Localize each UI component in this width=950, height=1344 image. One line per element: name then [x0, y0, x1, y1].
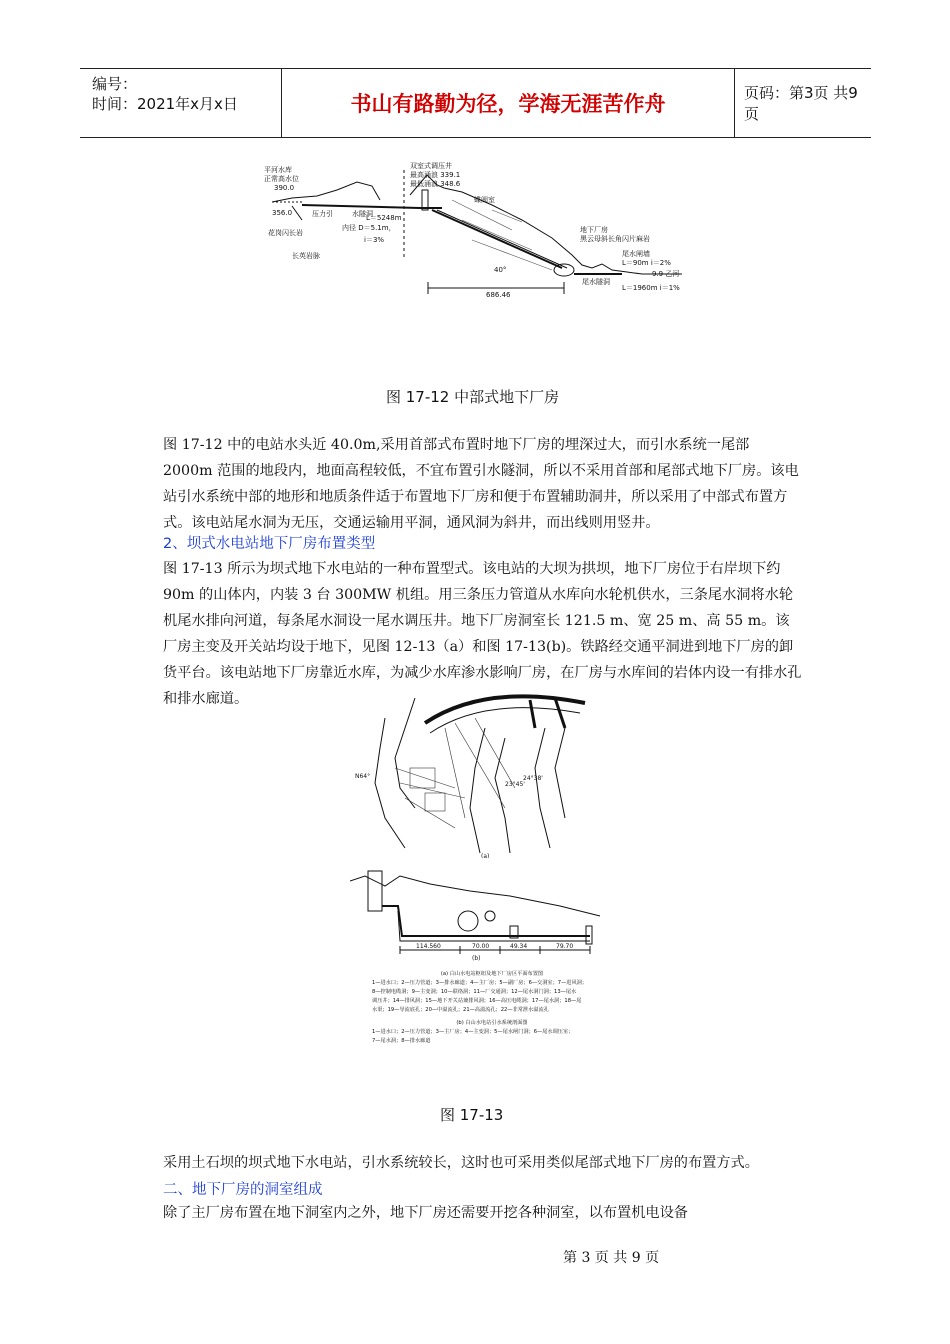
section-heading-3: 二、地下厂房的洞室组成	[163, 1182, 323, 1198]
legend-a-title: (a) 白山水电站枢纽及地下厂房区平面布置图	[440, 971, 544, 977]
fig1-length1: L＝5248m	[366, 214, 402, 222]
fig1-level-356: 356.0	[272, 209, 293, 217]
fig1-granite: 花岗闪长岩	[268, 229, 303, 237]
legend-b-line: 1—进水口；2—压力管道；3—主厂房；4—主变洞；5—尾水闸门洞；6—尾水调压室；	[372, 1029, 574, 1035]
paragraph-3: 采用土石坝的坝式地下水电站，引水系统较长，这时也可采用类似尾部式地下厂房的布置方式。	[163, 1155, 759, 1171]
fig1-level-390: 390.0	[274, 184, 295, 192]
page-header	[80, 68, 871, 138]
fig2-sub-b: (b)	[472, 955, 481, 962]
fig1-water-tunnel: 水隧洞	[352, 210, 373, 218]
fig2-dim-3: 49.34	[510, 943, 528, 950]
fig2-angle-2: 24°38'	[523, 775, 543, 782]
number-label: 编号：	[92, 75, 138, 93]
fig1-rock: 黑云母斜长角闪片麻岩	[580, 235, 650, 243]
paragraph-4: 除了主厂房布置在地下洞室内之外，地下厂房还需要开挖各种洞室，以布置机电设备	[163, 1205, 688, 1221]
fig2-dim-2: 70.00	[472, 943, 490, 950]
header-meta	[80, 69, 281, 137]
fig1-min-surge: 最低涌浪 348.6	[410, 180, 461, 188]
figure-17-13a-plan	[355, 688, 595, 858]
legend-a-line: 调压井；14—排风洞；15—地下开关站兼排风洞；16—高压电缆洞；17—尾水洞；18—尾	[372, 998, 582, 1004]
fig1-span: 686.46	[486, 291, 511, 299]
fig2-angle-1: 23°45'	[505, 781, 525, 788]
header-slogan: 书山有路勤为径，学海无涯苦作舟	[281, 69, 735, 137]
figure-17-13-caption: 图 17-13	[440, 1106, 504, 1124]
fig1-tail-gate: 尾水闸墙	[622, 250, 650, 258]
fig2-sub-a: (a)	[481, 853, 490, 858]
fig1-surge: 双室式调压井	[410, 162, 452, 170]
fig1-l1960: L＝1960m i＝1%	[622, 284, 680, 292]
fig1-reservoir: 平河水库	[264, 166, 292, 174]
legend-b-title: (b) 白山水电站引水系统剖面图	[456, 1020, 528, 1026]
fig1-pressure-tunnel: 压力引	[312, 210, 333, 218]
header-page-label: 页码：第3页 共9页	[744, 84, 858, 123]
fig1-tail-tunnel: 尾水隧洞	[582, 278, 610, 286]
legend-a-line: 1—进水口；2—压力管道；3—排水廊道；4—主厂房；5—副厂房；6—交洞室；7—进风洞；	[372, 980, 588, 986]
fig2-dim-1: 114.560	[416, 943, 441, 950]
fig1-underground-plant: 地下厂房	[580, 226, 608, 234]
time-label: 时间：2021年x月x日	[92, 95, 238, 113]
page-footer: 第 3 页 共 9 页	[563, 1250, 660, 1266]
fig1-slope1: i＝3%	[364, 236, 385, 244]
fig1-valve-room: 蝶阀室	[474, 196, 495, 204]
fig2-dim-4: 79.70	[556, 943, 574, 950]
paragraph-1: 图 17-12 中的电站水头近 40.0m,采用首部式布置时地下厂房的埋深过大，而引水系统一尾部 2000m 范围的地段内，地面高程较低，不宜布置引水隧洞，所以不采用首部和尾部式地下厂房。该电站引水系统中部的地形和地质条件适于布置地下厂房和便于布置辅助洞井，所以采用了中部式布置方式。该电站尾水洞为无压，交通运输用平洞，通风洞为斜井，而出线则用竖井。	[163, 437, 799, 531]
fig1-changying: 长英岩脉	[292, 252, 320, 260]
fig1-level-99: 9.9 乙河	[652, 270, 680, 278]
legend-b-line: 7—尾水洞；8—排水廊道	[372, 1038, 431, 1044]
legend-a-line: 水渠；19—导流底孔；20—中溢流孔；21—高溢流孔；22—非常泄水溢流孔	[372, 1007, 549, 1013]
fig1-l90: L＝90m i＝2%	[622, 259, 671, 267]
fig1-angle: 40°	[494, 266, 507, 274]
figure-17-12-diagram	[262, 160, 702, 300]
paragraph-2: 图 17-13 所示为坝式地下水电站的一种布置型式。该电站的大坝为拱坝，地下厂房位于右岸坝下约 90m 的山体内，内装 3 台 300MW 机组。用三条压力管道从水库向水轮机供水，三条尾水洞将水轮机尾水排向河道，每条尾水洞设一尾水调压井。地下厂房洞室长 121.5 m、宽 25 m、高 55 m。该厂房主变及开关站均设于地下，见图 12-13（a）和图 17-13(b)。铁路经交通平洞进到地下厂房的卸货平台。该电站地下厂房靠近水库，为减少水库渗水影响厂房，在厂房与水库间的岩体内设一有排水孔和排水廊道。	[163, 561, 802, 707]
figure-17-13b-section	[350, 866, 610, 966]
figure-17-12-caption: 图 17-12 中部式地下厂房	[386, 388, 560, 406]
fig1-normal-level: 正常高水位	[264, 175, 299, 183]
fig2-angle-n64: N64°	[355, 773, 371, 780]
legend-a-line: 8—控制电缆洞；9—主变洞；10—联络洞；11—厂交通洞；12—尾水洞门洞；13—尾水	[372, 989, 577, 995]
fig1-max-surge: 最高涌浪 339.1	[410, 171, 461, 179]
section-heading-2: 2、坝式水电站地下厂房布置类型	[163, 536, 376, 552]
figure-17-13-legend	[372, 970, 612, 1046]
fig1-diameter: 内径 D＝5.1m，	[342, 224, 396, 232]
